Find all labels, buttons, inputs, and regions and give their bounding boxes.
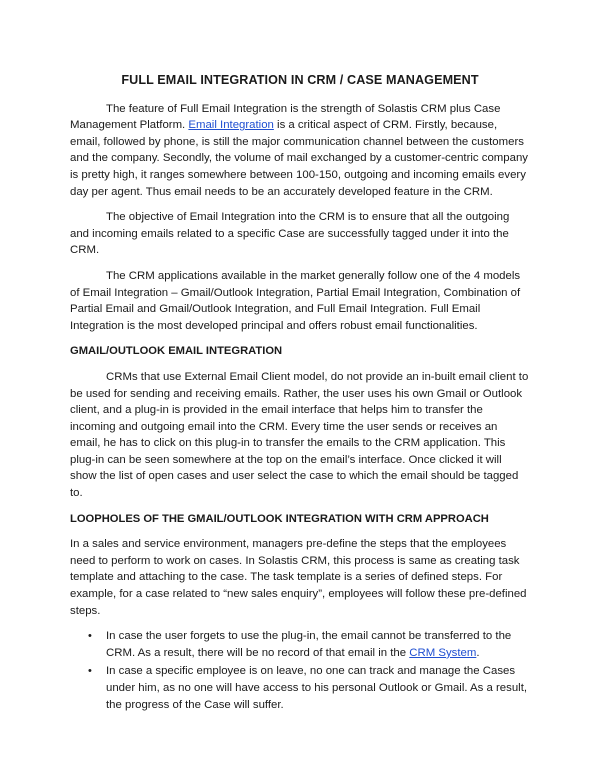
paragraph-objective: The objective of Email Integration into the CRM is to ensure that all the outgoing and incoming emails related to a specific Case are successfully tagged under it into the CRM. bbox=[70, 211, 510, 257]
list-item-text: In case a specific employee is on leave, no one can track and manage the Cases under him, as no one will have access to his personal Outlook or Gmail. As a result, the progress of the Case will suffer. bbox=[106, 665, 528, 711]
heading-gmail-outlook-integration: GMAIL/OUTLOOK EMAIL INTEGRATION bbox=[70, 345, 283, 358]
bullet-icon: • bbox=[88, 665, 92, 678]
list-item-text-end: . bbox=[476, 646, 480, 659]
paragraph-models: The CRM applications available in the market generally follow one of the 4 models of Email Integration – Gmail/Outlook Integration, Partial Email Integration, Combination of Partial Email and Gmail/Outlook Integration, and Full Email Integration. Full Email Integration is the most developed principal and offers robust email functionalities. bbox=[70, 269, 521, 332]
list-item bbox=[70, 628, 530, 661]
bullet-icon: • bbox=[88, 630, 92, 643]
email-integration-link[interactable]: Email Integration bbox=[188, 119, 274, 132]
paragraph-intro bbox=[70, 101, 530, 201]
list-item bbox=[70, 663, 530, 713]
heading-loopholes: LOOPHOLES OF THE GMAIL/OUTLOOK INTEGRATION WITH CRM APPROACH bbox=[70, 512, 489, 525]
paragraph-sales-service: In a sales and service environment, managers pre-define the steps that the employees need to perform to work on cases. In Solastis CRM, this process is same as creating task template and attaching to the case. The task template is a series of defined steps. For example, for a case related to “new sales enquiry”, employees will follow these pre-defined steps. bbox=[70, 538, 527, 617]
paragraph-intro-text-start: The feature of Full Email Integration is the strength of Solastis CRM plus Case Management Platform. bbox=[70, 102, 501, 132]
document-title: FULL EMAIL INTEGRATION IN CRM / CASE MANAGEMENT bbox=[121, 73, 479, 87]
document-body bbox=[70, 72, 530, 715]
paragraph-intro-text-end: is a critical aspect of CRM. Firstly, because, email, followed by phone, is still the major communication channel between the customers and the company. Secondly, the volume of mail exchanged by a customer-centric company is pretty high, it ranges somewhere between 100-150, outgoing and incoming emails every day per agent. Thus email needs to be an accurately developed feature in the CRM. bbox=[70, 119, 528, 198]
crm-system-link[interactable]: CRM System bbox=[409, 646, 477, 659]
paragraph-external-client: CRMs that use External Email Client model, do not provide an in-built email client to be used for sending and receiving emails. Rather, the user uses his own Gmail or Outlook client, and a plug-in is provided in the email interface that helps him to transfer the incoming and outgoing email into the CRM. Every time the user sends or receives an email, he has to click on this plug-in to transfer the emails to the CRM application. This plug-in can be seen somewhere at the top on the email’s interface. Once clicked it will show the list of open cases and user select the case to which the email should be tagged to. bbox=[70, 370, 529, 500]
list-item-text-start: In case the user forgets to use the plug-in, the email cannot be transferred to the CRM. As a result, there will be no record of that email in the bbox=[106, 630, 512, 659]
loopholes-list bbox=[70, 628, 530, 713]
